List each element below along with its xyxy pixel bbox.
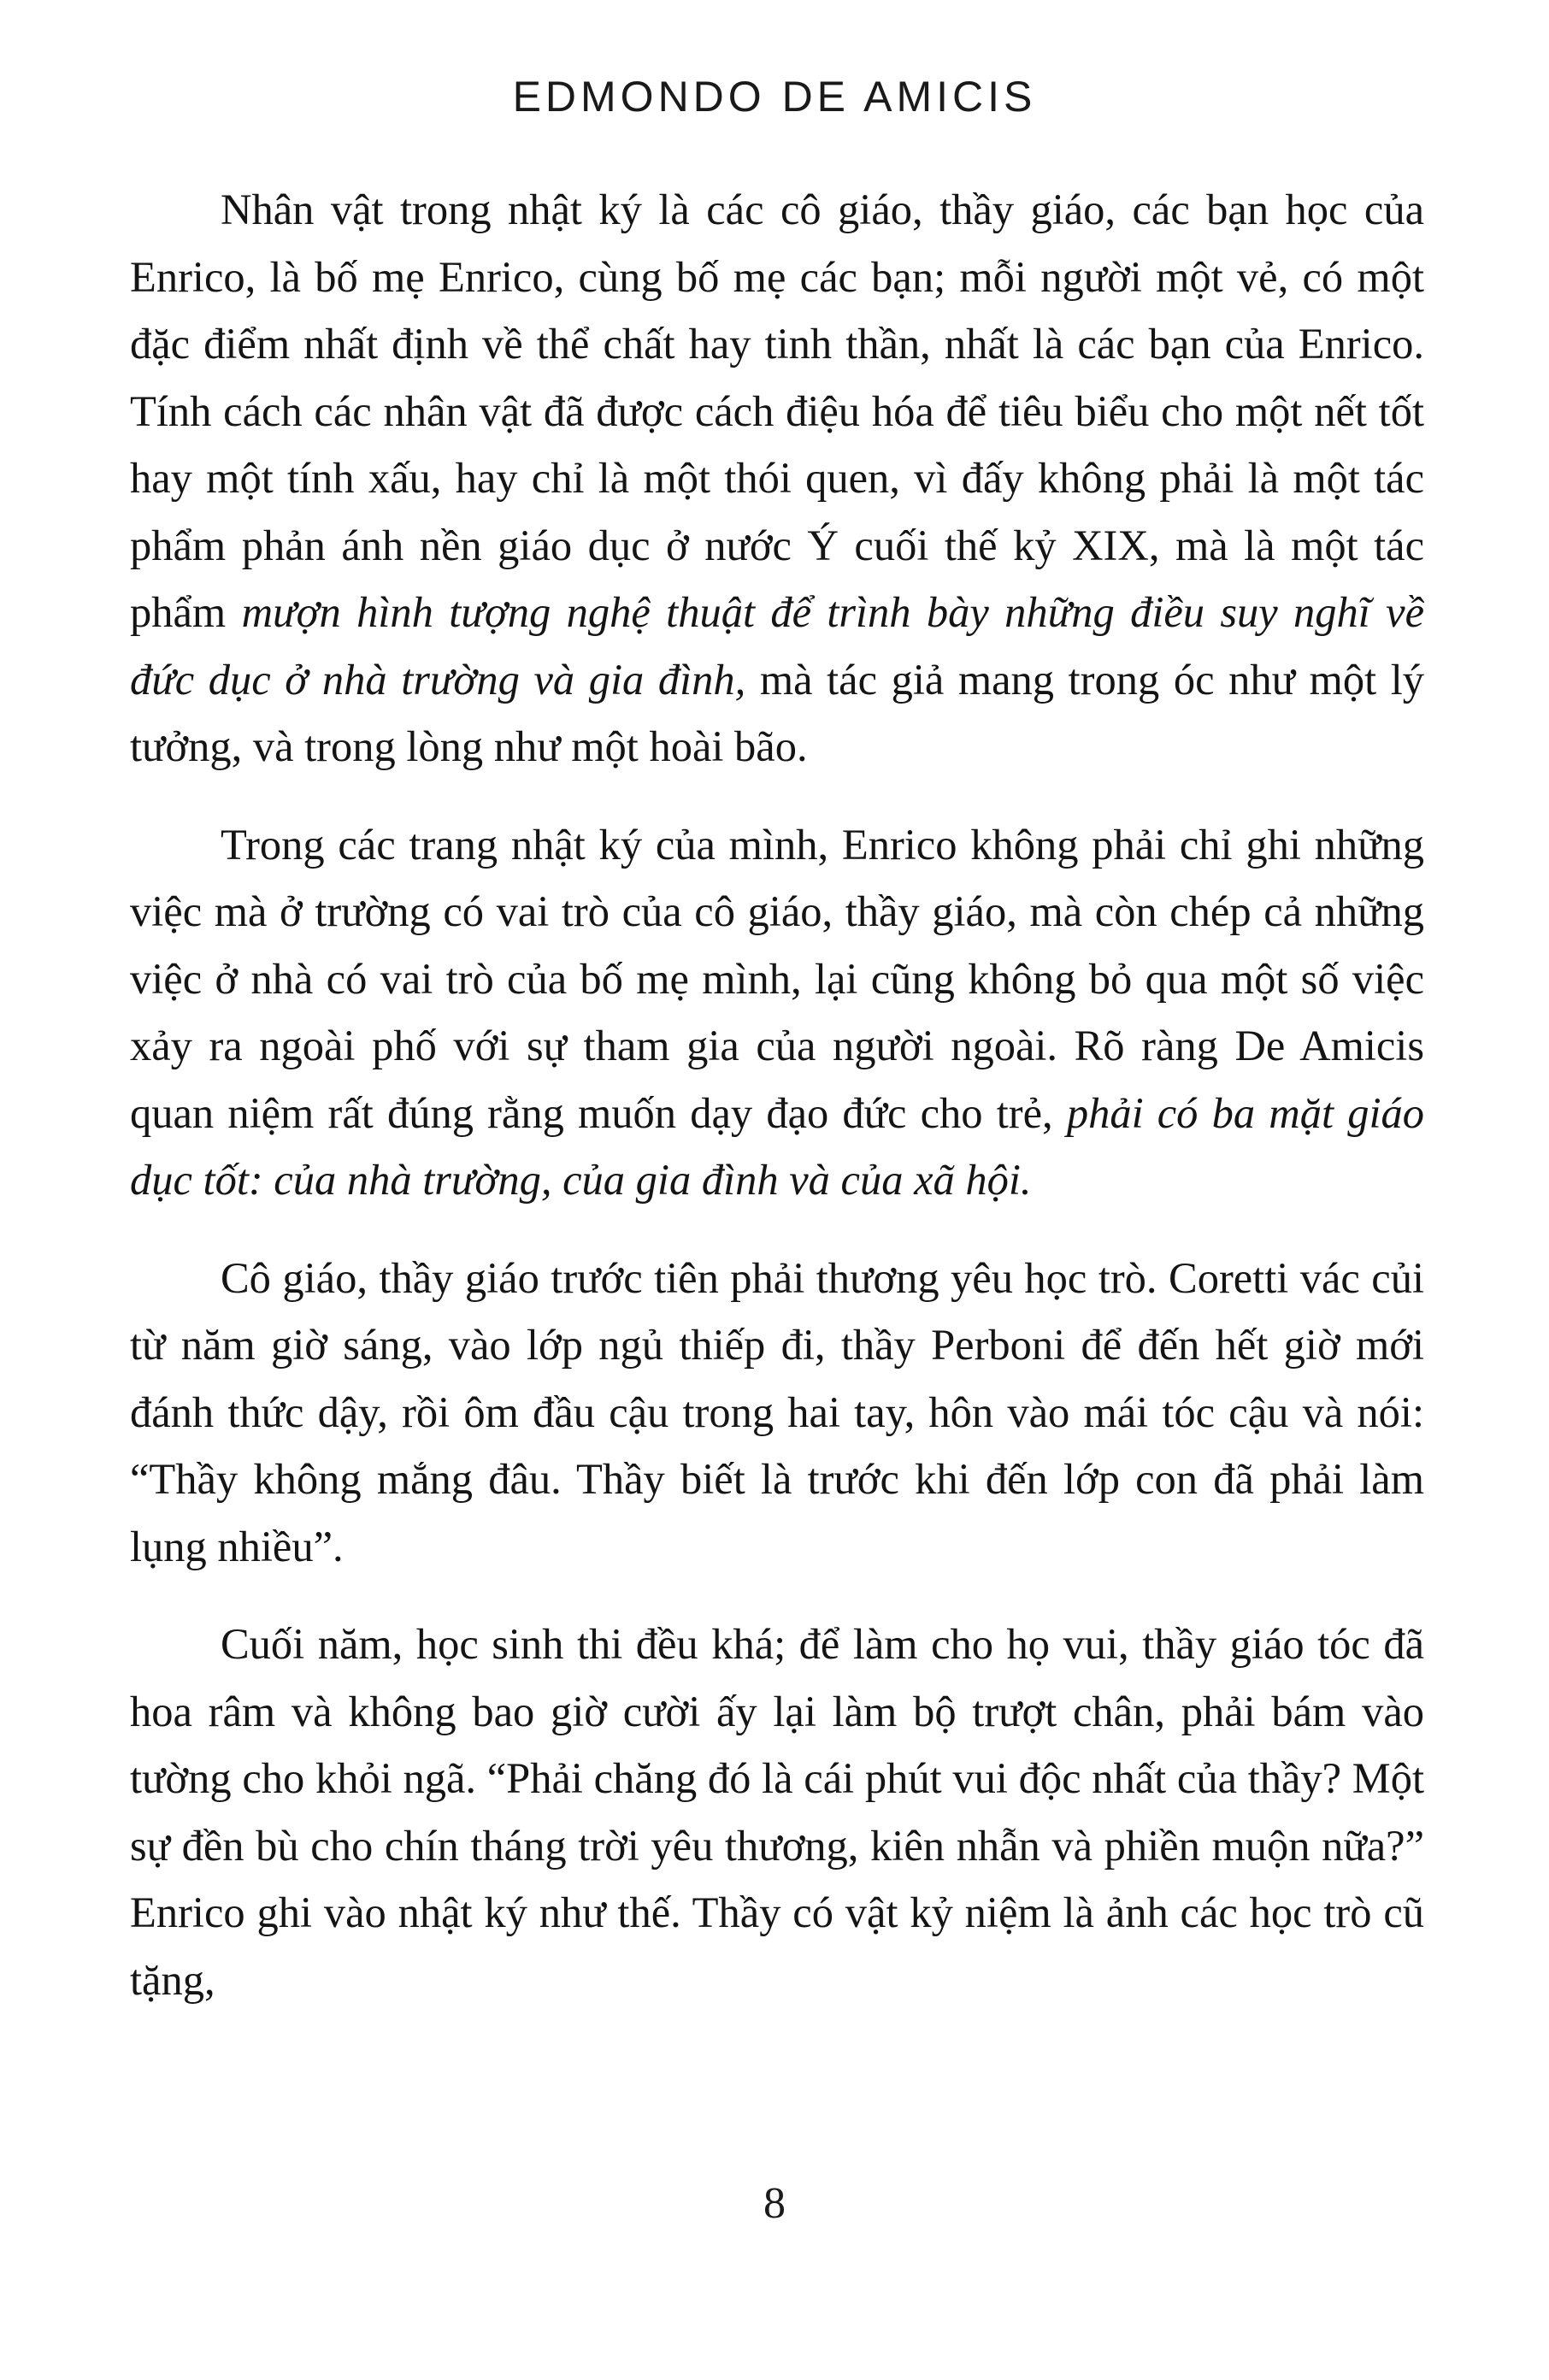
- paragraph-3: Cô giáo, thầy giáo trước tiên phải thương yêu học trò. Coretti vác củi từ năm giờ sáng, vào lớp ngủ thiếp đi, thầy Perboni để đến hết giờ mới đánh thức dậy, rồi ôm đầu cậu trong hai tay, hôn vào mái tóc cậu và nói: “Thầy không mắng đâu. Thầy biết là trước khi đến lớp con đã phải làm lụng nhiều”.: [130, 1253, 1424, 1570]
- paragraph-1: [130, 176, 1424, 781]
- paragraph-1-text-a: Nhân vật trong nhật ký là các cô giáo, thầy giáo, các bạn học của Enrico, là bố mẹ Enrico, cùng bố mẹ các bạn; mỗi người một vẻ, có một đặc điểm nhất định về thể chất hay tinh thần, nhất là các bạn của Enrico. Tính cách các nhân vật đã được cách điệu hóa để tiêu biểu cho một nết tốt hay một tính xấu, hay chỉ là một thói quen, vì đấy không phải là một tác phẩm phản ánh nền giáo dục ở nước Ý cuối thế kỷ XIX, mà là một tác phẩm: [130, 186, 1424, 636]
- paragraph-1-text-b: mà tác giả mang trong óc như một lý tưởng, và trong lòng như một hoài bão.: [130, 655, 1424, 770]
- body-text: [130, 176, 1424, 2044]
- page-number: 8: [763, 2179, 786, 2228]
- paragraph-2-italic: phải có ba mặt giáo dục tốt: của nhà trường, của gia đình và của xã hội.: [130, 1088, 1425, 1204]
- running-header: EDMONDO DE AMICIS: [512, 73, 1037, 121]
- paragraph-4: Cuối năm, học sinh thi đều khá; để làm cho họ vui, thầy giáo tóc đã hoa râm và không bao giờ cười ấy lại làm bộ trượt chân, phải bám vào tường cho khỏi ngã. “Phải chăng đó là cái phút vui độc nhất của thầy? Một sự đền bù cho chín tháng trời yêu thương, kiên nhẫn và phiền muộn nữa?” Enrico ghi vào nhật ký như thế. Thầy có vật kỷ niệm là ảnh các học trò cũ tặng,: [130, 1620, 1424, 2004]
- paragraph-2-text-a: Trong các trang nhật ký của mình, Enrico không phải chỉ ghi những việc mà ở trường có vai trò của cô giáo, thầy giáo, mà còn chép cả những việc ở nhà có vai trò của bố mẹ mình, lại cũng không bỏ qua một số việc xảy ra ngoài phố với sự tham gia của người ngoài. Rõ ràng De Amicis quan niệm rất đúng rằng muốn dạy đạo đức cho trẻ,: [130, 820, 1424, 1137]
- paragraph-2: [130, 811, 1424, 1214]
- paragraph-1-italic: mượn hình tượng nghệ thuật để trình bày những điều suy nghĩ về đức dục ở nhà trường và gia đình,: [130, 588, 1425, 704]
